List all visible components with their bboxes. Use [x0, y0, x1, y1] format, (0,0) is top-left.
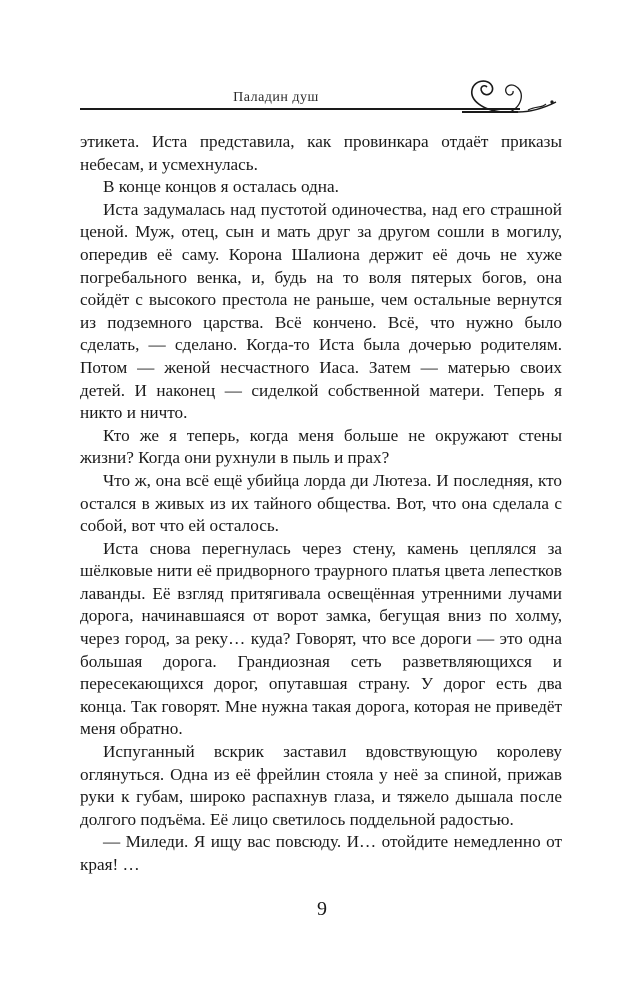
paragraph: Иста снова перегнулась через стену, камень цеплялся за шёлковые нити её придворного траурного платья цвета лепестков лаванды. Её взгляд притягивала освещённая утренними лучами дорога, начинавшаяся от ворот замка, бегущая вниз по холму, через город, за реку… куда? Говорят, что все дороги — это одна большая дорога. Грандиозная сеть разветвляющихся и пересекающихся дорог, опутавшая страну. У дорог есть два конца. Так говорят. Мне нужна такая дорога, которая не приведёт меня обратно. [80, 538, 562, 739]
running-header-title: Паладин душ [233, 90, 319, 105]
header-rule [80, 108, 520, 110]
paragraph: Кто же я теперь, когда меня больше не окружают стены жизни? Когда они рухнули в пыль и прах? [80, 425, 562, 468]
main-text [80, 131, 562, 877]
paragraph: этикета. Иста представила, как провинкара отдаёт приказы небесам, и усмехнулась. [80, 132, 562, 174]
paragraph: Иста задумалась над пустотой одиночества, над его страшной ценой. Муж, отец, сын и мать друг за другом сошли в могилу, опередив её саму. Корона Шалиона держит её дочь не хуже погребального венка, и, будь на то воля пятерых богов, она сойдёт с высокого престола не раньше, чем остальные вернутся из подземного царства. Всё кончено. Всё, что нужно было сделать, — сделано. Когда-то Иста была дочерью родителям. Потом — женой несчастного Иаса. Затем — матерью своих детей. И наконец — сиделкой собственной матери. Теперь я никто и ничто. [80, 199, 562, 423]
paragraph: Что ж, она всё ещё убийца лорда ди Лютеза. И последняя, кто остался в живых из их тайного общества. Вот, что она сделала с собой, вот что ей осталось. [80, 470, 562, 536]
page-number: 9 [317, 898, 327, 920]
paragraph: — Миледи. Я ищу вас повсюду. И… отойдите немедленно от края! … [80, 832, 562, 874]
paragraph: В конце концов я осталась одна. [103, 177, 339, 197]
paragraph: Испуганный вскрик заставил вдовствующую королеву оглянуться. Одна из её фрейлин стояла у неё за спиной, прижав руки к губам, широко распахнув глаза, и тяжело дышала после долгого подъёма. Её лицо светилось поддельной радостью. [80, 742, 562, 829]
scroll-ornament-icon [462, 72, 558, 116]
